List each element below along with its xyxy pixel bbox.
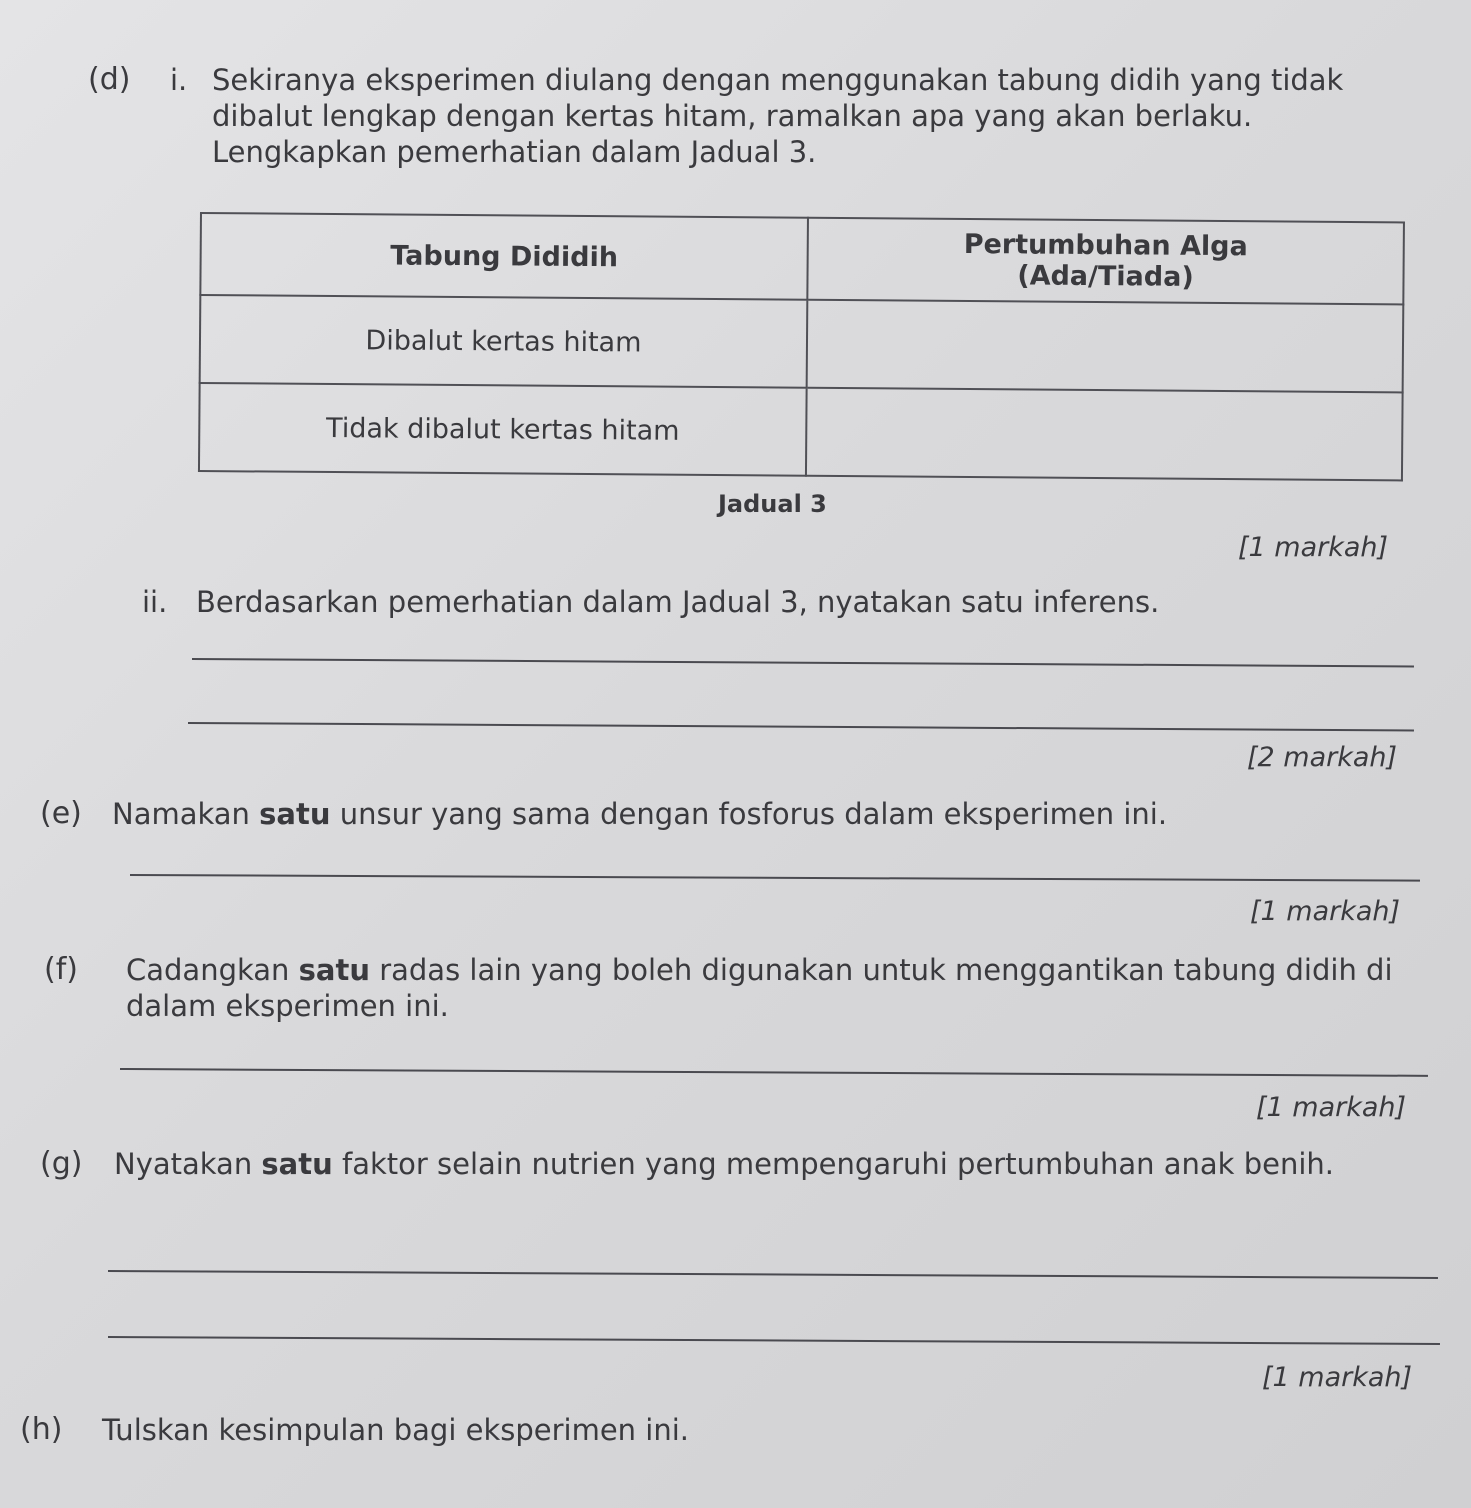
question-g-label: (g)	[40, 1146, 83, 1181]
table-row	[200, 295, 1404, 392]
question-e-label: (e)	[40, 796, 82, 831]
table-row	[199, 383, 1403, 480]
mark-f: [1 markah]	[1256, 1092, 1407, 1123]
table-header-cell: Tabung Dididih	[200, 213, 808, 300]
mark-g: [1 markah]	[1262, 1362, 1413, 1393]
question-g-text: Nyatakan satu faktor selain nutrien yang mempengaruhi pertumbuhan anak benih.	[114, 1147, 1334, 1181]
question-d-i-text: Sekiranya eksperimen diulang dengan menggunakan tabung didih yang tidak dibalut lengkap dengan kertas hitam, ramalkan apa yang akan berlaku. Lengkapkan pemerhatian dalam Jadual 3.	[212, 63, 1344, 169]
question-e-text: Namakan satu unsur yang sama dengan fosforus dalam eksperimen ini.	[112, 797, 1168, 831]
observation-table	[198, 212, 1405, 481]
mark-e: [1 markah]	[1250, 896, 1401, 927]
table-cell: Tidak dibalut kertas hitam	[199, 383, 807, 476]
answer-line[interactable]	[188, 722, 1414, 731]
answer-line[interactable]	[108, 1270, 1438, 1279]
question-f-label: (f)	[44, 952, 78, 987]
table-header-cell: Pertumbuhan Alga (Ada/Tiada)	[807, 218, 1404, 305]
question-d-i-label: i.	[170, 63, 188, 97]
answer-line[interactable]	[192, 658, 1414, 667]
answer-line[interactable]	[108, 1336, 1440, 1345]
question-f-text: Cadangkan satu radas lain yang boleh digunakan untuk menggantikan tabung didih di dalam eksperimen ini.	[126, 953, 1393, 1023]
table-answer-cell[interactable]	[807, 300, 1404, 393]
question-d-ii-text: Berdasarkan pemerhatian dalam Jadual 3, nyatakan satu inferens.	[196, 585, 1160, 619]
answer-line[interactable]	[120, 1068, 1428, 1077]
table-cell: Dibalut kertas hitam	[200, 295, 808, 388]
question-h-label: (h)	[20, 1412, 63, 1447]
table-header-row	[200, 213, 1404, 304]
mark-d-i: [1 markah]	[1238, 532, 1389, 563]
table-answer-cell[interactable]	[806, 388, 1403, 481]
question-h-text: Tulskan kesimpulan bagi eksperimen ini.	[102, 1413, 689, 1447]
question-d-ii-label: ii.	[142, 585, 168, 619]
table-caption: Jadual 3	[718, 490, 827, 518]
mark-d-ii: [2 markah]	[1247, 742, 1398, 773]
answer-line[interactable]	[130, 874, 1420, 882]
question-d-label: (d)	[88, 62, 131, 97]
